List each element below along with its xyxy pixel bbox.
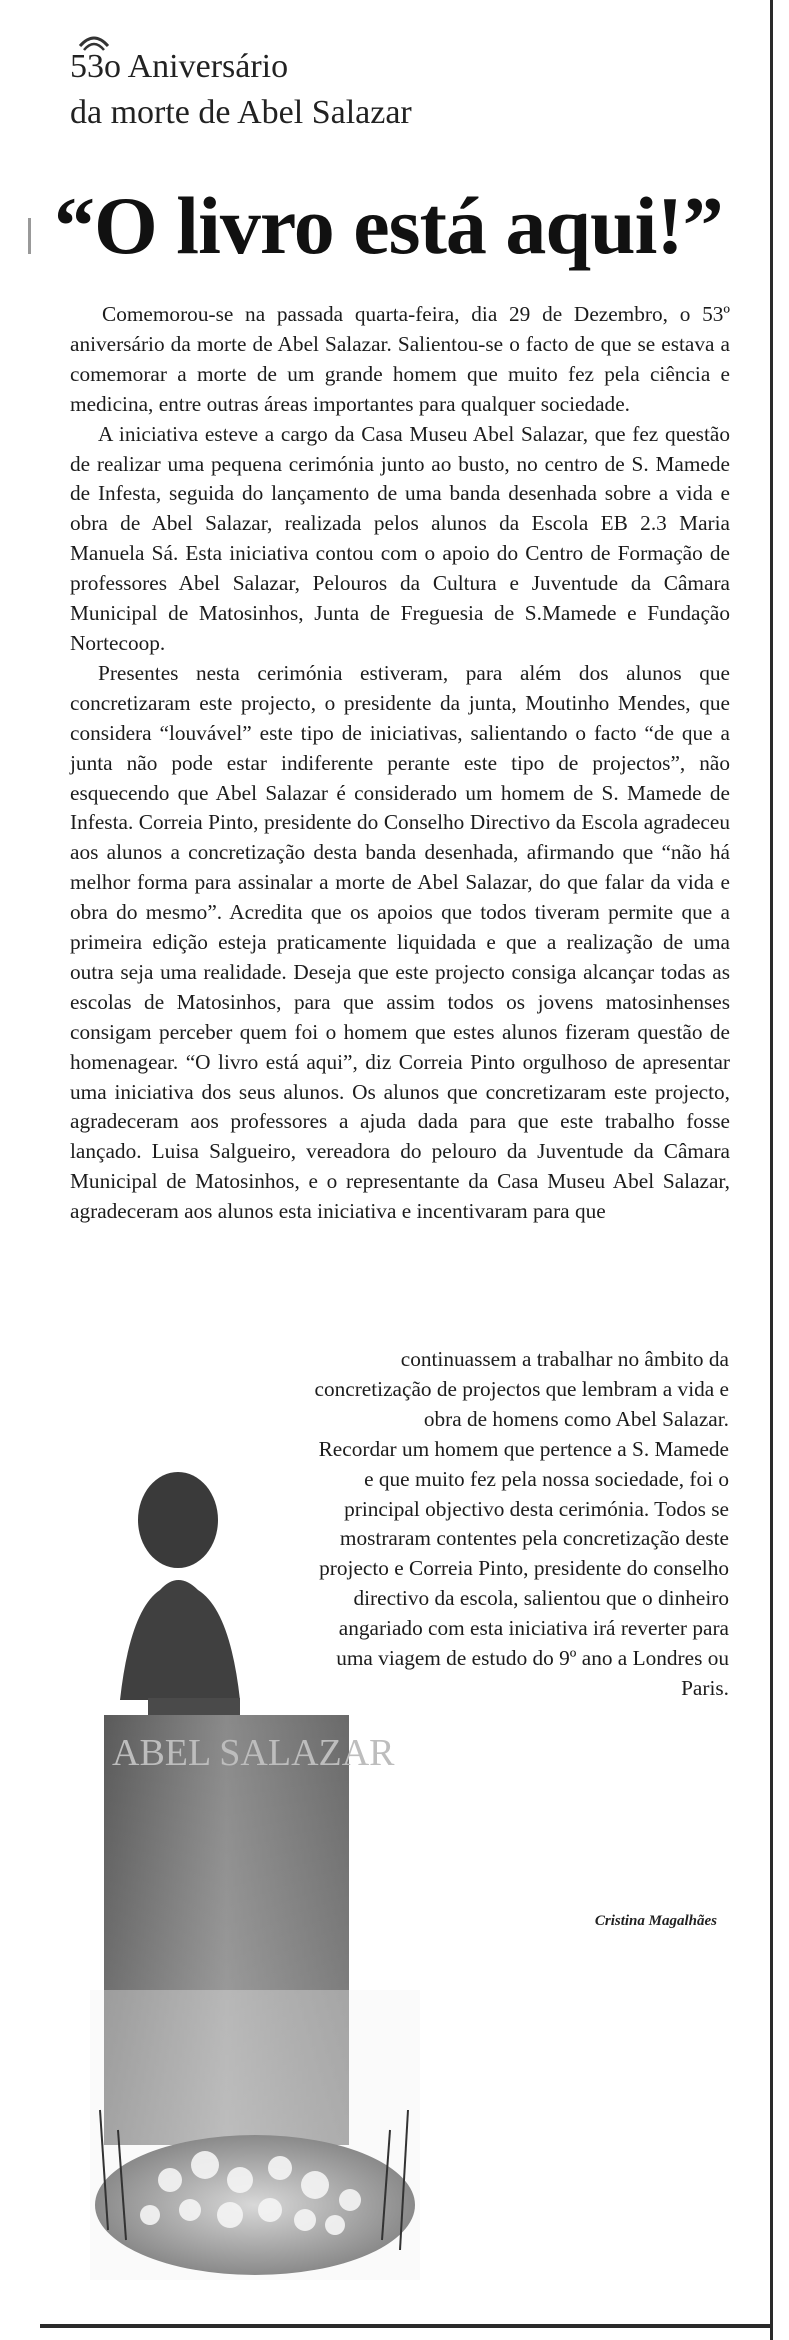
page-frame-right: [770, 0, 773, 2340]
pedestal-inscription: ABEL SALAZAR: [112, 1732, 395, 1774]
author-byline: Cristina Magalhães: [594, 1913, 717, 1929]
article-paragraph-4: Recordar um homem que pertence a S. Mamede e que muito fez pela nossa sociedade, foi o principal objectivo desta cerimónia. Todos se mostraram contentes pela concretização deste projecto e Correia Pinto, presidente do conselho directivo da escola, salientou que o dinheiro angariado com esta iniciativa irá reverter para uma viagem de estudo do 9º ano a Londres ou Paris.: [318, 1436, 729, 1700]
margin-mark: [28, 218, 31, 254]
article-kicker: [70, 44, 412, 136]
article-paragraph-3: Presentes nesta cerimónia estiveram, para além dos alunos que concretizaram este projecto, o presidente da junta, Moutinho Mendes, que considera “louvável” este tipo de iniciativas, salientando o facto “de que a junta não pode estar indiferente perante este tipo de projectos”, não esquecendo que Abel Salazar é considerado um homem de S. Mamede de Infesta. Correia Pinto, presidente do Conselho Directivo da Escola agradeceu aos alunos a concretização desta banda desenhada, afirmando que “não há melhor forma para assinalar a morte de Abel Salazar, do que falar da vida e obra do mesmo”. Acredita que os apoios que todos tiveram permite que a primeira edição esteja praticamente liquidada e que a realização de uma outra seja uma realidade. Deseja que este projecto consiga alcançar todas as escolas de Matosinhos, para que assim todos os jovens matosinhenses consigam perceber quem foi o homem que estes alunos fizeram questão de homenagear. “O livro está aqui”, diz Correia Pinto orgulhoso de apresentar uma iniciativa dos seus alunos. Os alunos que concretizaram este projecto, agradeceram aos professores a ajuda dada para que este trabalho fosse lançado. Luisa Salgueiro, vereadora do pelouro da Juventude da Câmara Municipal de Matosinhos, e o representante da Casa Museu Abel Salazar, agradeceram aos alunos esta iniciativa e incentivaram para que: [70, 660, 730, 1224]
article-body: [70, 300, 730, 1227]
page-frame-bottom: [40, 2324, 773, 2328]
article-paragraph-1: Comemorou-se na passada quarta-feira, dia 29 de Dezembro, o 53º aniversário da morte de Abel Salazar. Salientou-se o facto de que se estava a comemorar a morte de um grande homem que muito fez pela ciência e medicina, entre outras áreas importantes para qualquer sociedade.: [70, 302, 730, 416]
article-headline: “O livro está aqui!”: [54, 180, 723, 271]
kicker-line-1: 53o Aniversário: [70, 48, 289, 85]
kicker-line-2: da morte de Abel Salazar: [70, 94, 412, 131]
article-paragraph-3-continued: continuassem a trabalhar no âmbito da concretização de projectos que lembram a vida e obra de homens como Abel Salazar.: [314, 1347, 729, 1431]
article-paragraph-2: A iniciativa esteve a cargo da Casa Museu Abel Salazar, que fez questão de realizar uma pequena cerimónia junto ao busto, no centro de S. Mamede de Infesta, seguida do lançamento de uma banda desenhada sobre a vida e obra de Abel Salazar, realizada pelos alunos da Escola EB 2.3 Maria Manuela Sá. Esta iniciativa contou com o apoio do Centro de Formação de professores Abel Salazar, Pelouros da Cultura e Juventude da Câmara Municipal de Matosinhos, Junta de Freguesia de S.Mamede e Fundação Nortecoop.: [70, 421, 730, 655]
article-wrap-column: [314, 1345, 729, 1704]
